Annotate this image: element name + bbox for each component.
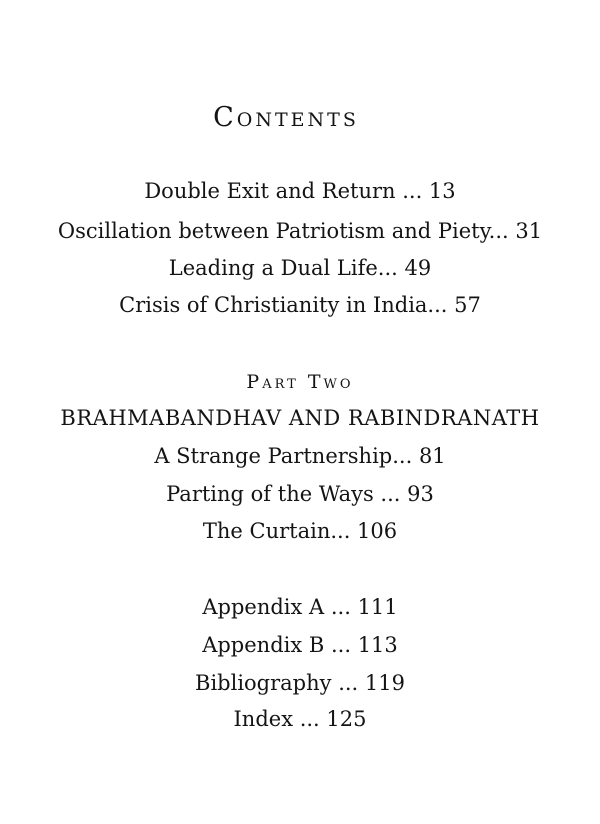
- part-two-label: Part Two: [246, 371, 354, 393]
- toc-entry: The Curtain... 106: [202, 519, 398, 543]
- part-two-title: BRAHMABANDHAV AND RABINDRANATH: [60, 406, 540, 430]
- contents-heading: Contents: [213, 102, 359, 133]
- toc-entry: Parting of the Ways ... 93: [166, 482, 434, 506]
- toc-entry: Index ... 125: [233, 707, 367, 731]
- toc-entry: A Strange Partnership... 81: [154, 444, 446, 468]
- toc-entry: Crisis of Christianity in India... 57: [119, 293, 481, 317]
- toc-entry: Appendix A ... 111: [202, 595, 398, 619]
- toc-entry: Oscillation between Patriotism and Piety... 31: [57, 219, 543, 243]
- toc-entry: Leading a Dual Life... 49: [168, 256, 432, 280]
- toc-entry: Bibliography ... 119: [195, 671, 405, 695]
- toc-entry: Double Exit and Return ... 13: [144, 179, 456, 203]
- toc-entry: Appendix B ... 113: [202, 633, 398, 657]
